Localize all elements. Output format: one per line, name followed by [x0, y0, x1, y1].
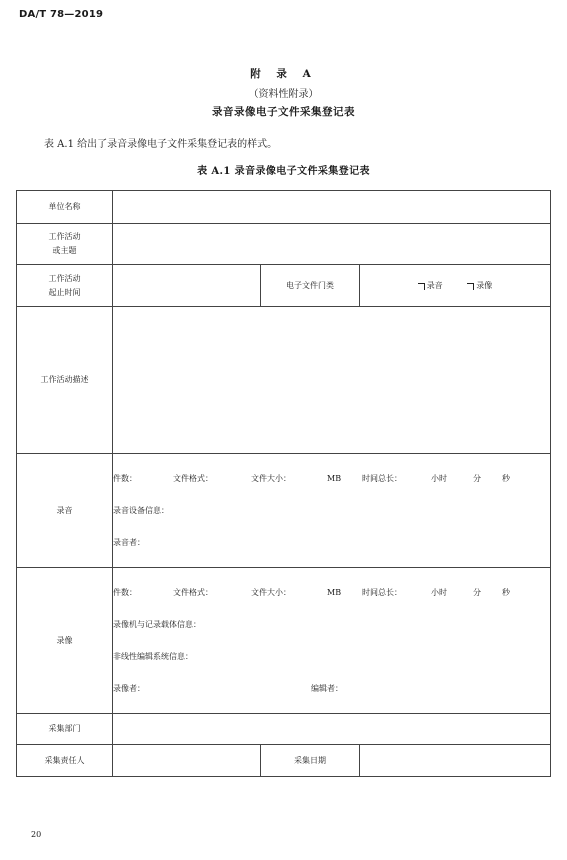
video-device-label: 录像机与记录载体信息： [113, 620, 201, 629]
video-fields [113, 568, 551, 714]
video-editing-line [113, 641, 550, 673]
responsible-value[interactable] [113, 745, 261, 777]
video-label: 录像 [17, 568, 113, 714]
audio-size-label: 文件大小： [251, 474, 291, 483]
activity-topic-label-line2: 或主题 [52, 246, 77, 255]
date-label: 采集日期 [261, 745, 360, 777]
audio-label: 录音 [17, 454, 113, 568]
video-size-label: 文件大小： [251, 588, 291, 597]
responsible-label: 采集责任人 [17, 745, 113, 777]
unit-name-label: 单位名称 [17, 191, 113, 224]
registration-form-table [16, 190, 551, 777]
category-label: 电子文件门类 [261, 265, 360, 307]
page-number: 20 [31, 830, 42, 839]
option-video[interactable] [467, 281, 492, 290]
row-video [17, 568, 551, 714]
unit-name-value[interactable] [113, 191, 551, 224]
activity-desc-value[interactable] [113, 307, 551, 454]
audio-device-label: 录音设备信息： [113, 506, 169, 515]
audio-seconds-label: 秒 [502, 474, 510, 483]
activity-time-value[interactable] [113, 265, 261, 307]
activity-time-label-line2: 起止时间 [48, 287, 81, 297]
category-options [360, 265, 551, 307]
video-device-line [113, 609, 550, 641]
video-mb-label: MB [327, 588, 342, 597]
activity-topic-label [17, 224, 113, 265]
video-seconds-label: 秒 [502, 588, 510, 597]
video-editing-label: 非线性编辑系统信息： [113, 652, 193, 661]
appendix-note: （资料性附录） [248, 89, 319, 100]
video-hours-label: 小时 [431, 588, 447, 597]
appendix-name: 录音录像电子文件采集登记表 [212, 106, 355, 118]
dept-label: 采集部门 [17, 714, 113, 745]
audio-fields [113, 454, 551, 568]
video-editor-label: 编辑者： [311, 684, 343, 693]
standard-code: DA/T 78—2019 [19, 9, 104, 20]
audio-recorder-label: 录音者： [113, 538, 145, 547]
appendix-title: 附 录 A [250, 68, 317, 80]
video-count-label: 件数： [113, 588, 137, 597]
audio-minutes-label: 分 [473, 474, 481, 483]
table-caption: 表 A.1 录音录像电子文件采集登记表 [197, 166, 370, 177]
row-audio [17, 454, 551, 568]
row-activity-time [17, 265, 551, 307]
audio-mb-label: MB [327, 474, 342, 483]
option-audio-label: 录音 [426, 281, 443, 290]
video-stats-line [113, 577, 550, 609]
option-audio[interactable] [418, 281, 446, 290]
checkbox-icon[interactable] [418, 283, 425, 290]
row-dept [17, 714, 551, 745]
intro-text: 表 A.1 给出了录音录像电子文件采集登记表的样式。 [44, 139, 278, 150]
row-unit-name [17, 191, 551, 224]
activity-topic-label-line1: 工作活动 [48, 232, 81, 241]
audio-recorder-line [113, 527, 550, 559]
activity-topic-value[interactable] [113, 224, 551, 265]
row-activity-topic [17, 224, 551, 265]
checkbox-icon[interactable] [467, 283, 474, 290]
row-activity-desc [17, 307, 551, 454]
video-people-line [113, 673, 550, 705]
audio-hours-label: 小时 [431, 474, 447, 483]
option-video-label: 录像 [476, 281, 493, 290]
activity-time-label-line1: 工作活动 [48, 273, 81, 283]
video-minutes-label: 分 [473, 588, 481, 597]
video-format-label: 文件格式： [173, 588, 213, 597]
audio-stats-line [113, 463, 550, 495]
audio-device-line [113, 495, 550, 527]
audio-count-label: 件数： [113, 474, 137, 483]
dept-value[interactable] [113, 714, 551, 745]
activity-time-label [17, 265, 113, 307]
date-value[interactable] [360, 745, 551, 777]
row-responsible [17, 745, 551, 777]
activity-desc-label: 工作活动描述 [17, 307, 113, 454]
audio-format-label: 文件格式： [173, 474, 213, 483]
audio-duration-label: 时间总长： [362, 474, 402, 483]
video-duration-label: 时间总长： [362, 588, 402, 597]
video-recorder-label: 录像者： [113, 684, 145, 693]
